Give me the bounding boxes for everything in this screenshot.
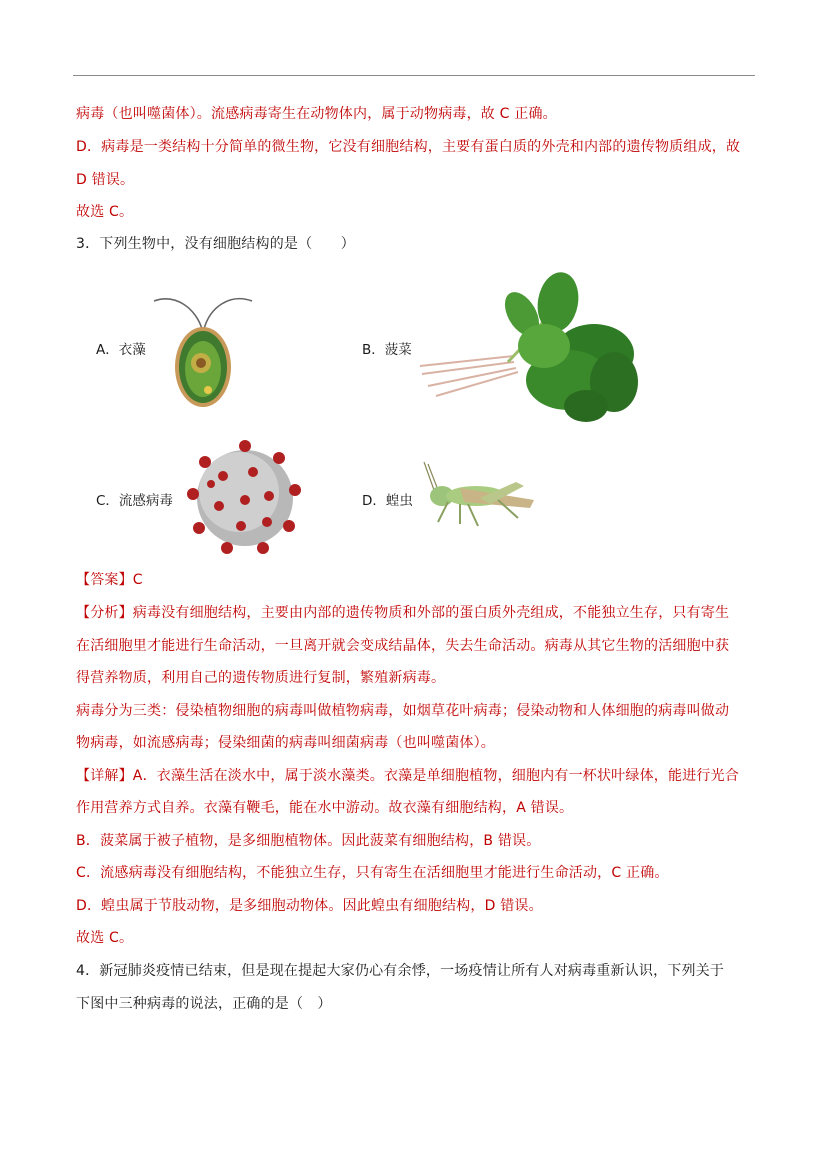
detail-line: 作用营养方式自养。衣藻有鞭毛，能在水中游动。故衣藻有细胞结构，A 错误。 — [76, 800, 574, 816]
detail-line: D．蝗虫属于节肢动物，是多细胞动物体。因此蝗虫有细胞结构，D 错误。 — [76, 898, 543, 914]
option-c-label: C．流感病毒 — [96, 493, 173, 509]
text-line: D 错误。 — [76, 172, 135, 188]
analysis-line: 【分析】病毒没有细胞结构，主要由内部的遗传物质和外部的蛋白质外壳组成，不能独立生存，只有寄生 — [76, 605, 730, 621]
text-line: 病毒（也叫噬菌体）。流感病毒寄生在动物体内，属于动物病毒，故 C 正确。 — [76, 106, 557, 122]
option-b-label: B．菠菜 — [362, 342, 412, 358]
option-d-label: D．蝗虫 — [362, 493, 413, 509]
influenza-virus-image — [183, 440, 307, 556]
analysis-line: 物病毒，如流感病毒；侵染细菌的病毒叫细菌病毒（也叫噬菌体）。 — [76, 735, 495, 751]
question-4: 4．新冠肺炎疫情已结束，但是现在提起大家仍心有余悸，一场疫情让所有人对病毒重新认识，下列关于 — [76, 963, 725, 979]
detail-line: 故选 C。 — [76, 930, 134, 946]
text-line: D．病毒是一类结构十分简单的微生物，它没有细胞结构，主要有蛋白质的外壳和内部的遗传物质组成，故 — [76, 139, 741, 155]
detail-line: C．流感病毒没有细胞结构，不能独立生存，只有寄生在活细胞里才能进行生命活动，C 正确。 — [76, 865, 669, 881]
question-3: 3．下列生物中，没有细胞结构的是（ ） — [76, 236, 355, 252]
question-4: 下图中三种病毒的说法，正确的是（ ） — [76, 996, 332, 1012]
detail-line: B．菠菜属于被子植物，是多细胞植物体。因此菠菜有细胞结构，B 错误。 — [76, 833, 541, 849]
answer-line: 【答案】C — [76, 572, 143, 588]
chlamydomonas-image — [146, 289, 258, 413]
analysis-line: 在活细胞里才能进行生命活动，一旦离开就会变成结晶体，失去生命活动。病毒从其它生物的活细胞中获 — [76, 638, 730, 654]
analysis-line: 得营养物质，利用自己的遗传物质进行复制，繁殖新病毒。 — [76, 670, 446, 686]
header-rule — [73, 75, 755, 76]
detail-line: 【详解】A．衣藻生活在淡水中，属于淡水藻类。衣藻是单细胞植物，细胞内有一杯状叶绿体，能进行光合 — [76, 768, 739, 784]
text-line: 故选 C。 — [76, 204, 134, 220]
option-a-label: A．衣藻 — [96, 342, 146, 358]
analysis-line: 病毒分为三类：侵染植物细胞的病毒叫做植物病毒，如烟草花叶病毒；侵染动物和人体细胞的病毒叫做动 — [76, 703, 730, 719]
grasshopper-image — [420, 460, 538, 532]
spinach-image — [418, 270, 640, 426]
